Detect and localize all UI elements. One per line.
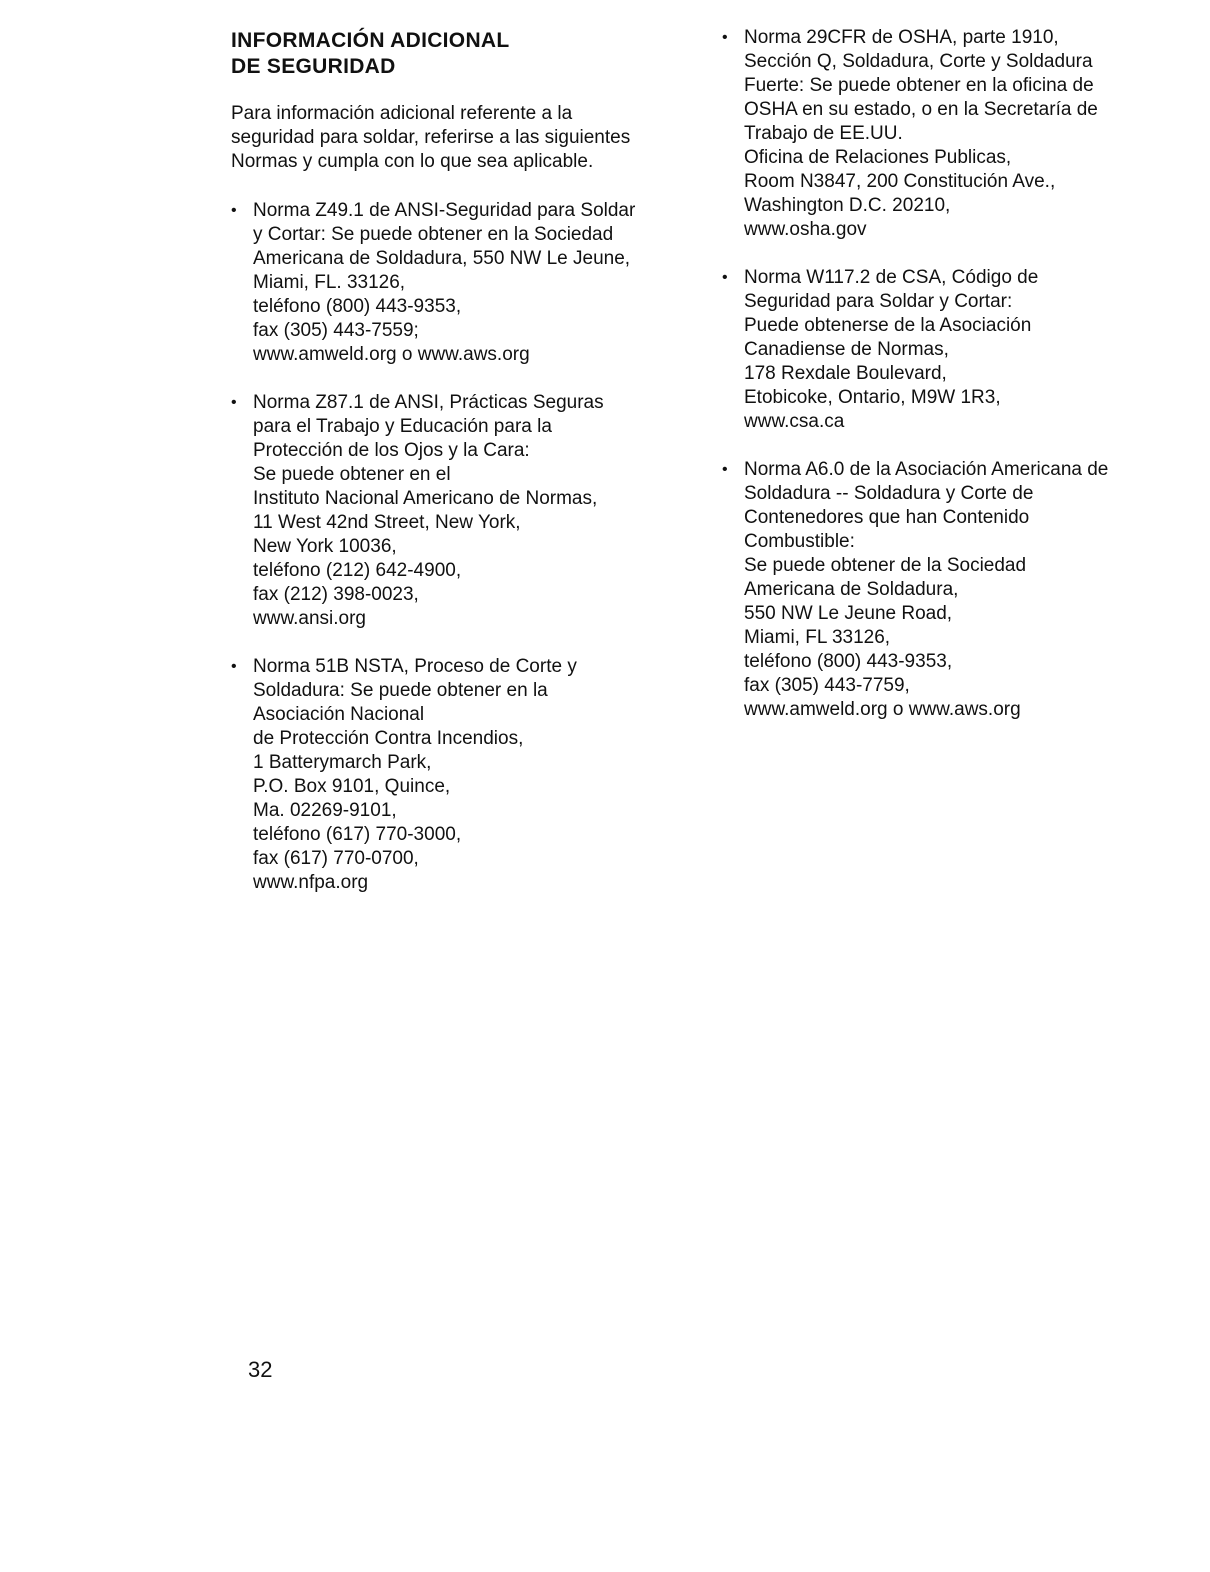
standard-item-line: 1 Batterymarch Park,: [253, 752, 432, 773]
left-standards-list: [231, 199, 691, 895]
section-heading: [231, 28, 691, 80]
standard-item-line: 550 NW Le Jeune Road,: [744, 603, 953, 624]
standard-item-line: Contenedores que han Contenido: [744, 507, 1030, 528]
standard-item-line: Seguridad para Soldar y Cortar:: [744, 291, 1013, 312]
right-column: [722, 26, 1192, 746]
standard-item-line: Instituto Nacional Americano de Normas,: [253, 488, 598, 509]
standard-item-line: Fuerte: Se puede obtener en la oficina de: [744, 75, 1094, 96]
standard-item-line: P.O. Box 9101, Quince,: [253, 776, 451, 797]
bullet-icon: •: [231, 202, 237, 219]
standard-item-line: Puede obtenerse de la Asociación: [744, 315, 1032, 336]
standard-item: [722, 26, 1192, 242]
bullet-icon: •: [722, 269, 728, 286]
standard-item-line: Combustible:: [744, 531, 855, 552]
standard-item-line: teléfono (800) 443-9353,: [253, 296, 462, 317]
standard-item-line: Norma W117.2 de CSA, Código de: [744, 267, 1039, 288]
intro-line: Normas y cumpla con lo que sea aplicable.: [231, 151, 594, 172]
standard-item-line: Norma Z87.1 de ANSI, Prácticas Seguras: [253, 392, 604, 413]
standard-item-line: y Cortar: Se puede obtener en la Sociedad: [253, 224, 614, 245]
standard-item-line: Se puede obtener de la Sociedad: [744, 555, 1027, 576]
standard-item-line: teléfono (212) 642-4900,: [253, 560, 462, 581]
standard-item-line: Soldadura -- Soldadura y Corte de: [744, 483, 1034, 504]
standard-item-line: fax (305) 443-7559;: [253, 320, 419, 341]
standard-item: [231, 391, 691, 631]
bullet-icon: •: [722, 29, 728, 46]
standard-item-line: www.nfpa.org: [253, 872, 369, 893]
intro-line: Para información adicional referente a la: [231, 103, 573, 124]
standard-item-line: Americana de Soldadura,: [744, 579, 959, 600]
section-heading-line-2: DE SEGURIDAD: [231, 55, 396, 78]
intro-line: seguridad para soldar, referirse a las siguientes: [231, 127, 631, 148]
section-heading-line-1: INFORMACIÓN ADICIONAL: [231, 29, 510, 52]
bullet-icon: •: [231, 658, 237, 675]
standard-item-line: Norma 29CFR de OSHA, parte 1910,: [744, 27, 1059, 48]
standard-item-line: Norma Z49.1 de ANSI-Seguridad para Soldar: [253, 200, 636, 221]
standard-item-line: Ma. 02269-9101,: [253, 800, 397, 821]
standard-item-line: Americana de Soldadura, 550 NW Le Jeune,: [253, 248, 631, 269]
standard-item-line: Washington D.C. 20210,: [744, 195, 951, 216]
standard-item-line: 178 Rexdale Boulevard,: [744, 363, 947, 384]
bullet-icon: •: [231, 394, 237, 411]
standard-item: [722, 266, 1192, 434]
standard-item-line: fax (212) 398-0023,: [253, 584, 419, 605]
standard-item-line: Norma A6.0 de la Asociación Americana de: [744, 459, 1109, 480]
standard-item-line: Miami, FL 33126,: [744, 627, 891, 648]
standard-item-line: www.csa.ca: [744, 411, 845, 432]
standard-item-line: OSHA en su estado, o en la Secretaría de: [744, 99, 1098, 120]
standard-item-line: Se puede obtener en el: [253, 464, 451, 485]
standard-item-line: Etobicoke, Ontario, M9W 1R3,: [744, 387, 1001, 408]
standard-item: [231, 655, 691, 895]
left-column: [231, 26, 691, 919]
standard-item-line: Miami, FL. 33126,: [253, 272, 406, 293]
standard-item-line: Trabajo de EE.UU.: [744, 123, 903, 144]
standard-item-line: teléfono (617) 770-3000,: [253, 824, 462, 845]
standard-item-line: Asociación Nacional: [253, 704, 425, 725]
standard-item-line: Room N3847, 200 Constitución Ave.,: [744, 171, 1056, 192]
standard-item-line: Norma 51B NSTA, Proceso de Corte y: [253, 656, 577, 677]
standard-item-line: www.ansi.org: [253, 608, 366, 629]
bullet-icon: •: [722, 461, 728, 478]
standard-item-line: teléfono (800) 443-9353,: [744, 651, 953, 672]
standard-item-line: fax (617) 770-0700,: [253, 848, 419, 869]
standard-item-line: Sección Q, Soldadura, Corte y Soldadura: [744, 51, 1093, 72]
standard-item-line: Canadiense de Normas,: [744, 339, 949, 360]
standard-item: [722, 458, 1192, 722]
standard-item-line: Protección de los Ojos y la Cara:: [253, 440, 530, 461]
page-number: 32: [248, 1357, 273, 1382]
standard-item-line: de Protección Contra Incendios,: [253, 728, 524, 749]
intro-paragraph: [231, 102, 691, 174]
standard-item-line: fax (305) 443-7759,: [744, 675, 910, 696]
standard-item-line: Soldadura: Se puede obtener en la: [253, 680, 548, 701]
standard-item-line: para el Trabajo y Educación para la: [253, 416, 552, 437]
standard-item-line: www.osha.gov: [744, 219, 867, 240]
standard-item-line: New York 10036,: [253, 536, 397, 557]
standard-item-line: Oficina de Relaciones Publicas,: [744, 147, 1012, 168]
standard-item-line: 11 West 42nd Street, New York,: [253, 512, 521, 533]
standard-item-line: www.amweld.org o www.aws.org: [253, 344, 530, 365]
standard-item-line: www.amweld.org o www.aws.org: [744, 699, 1021, 720]
standard-item: [231, 199, 691, 367]
right-standards-list: [722, 26, 1192, 722]
